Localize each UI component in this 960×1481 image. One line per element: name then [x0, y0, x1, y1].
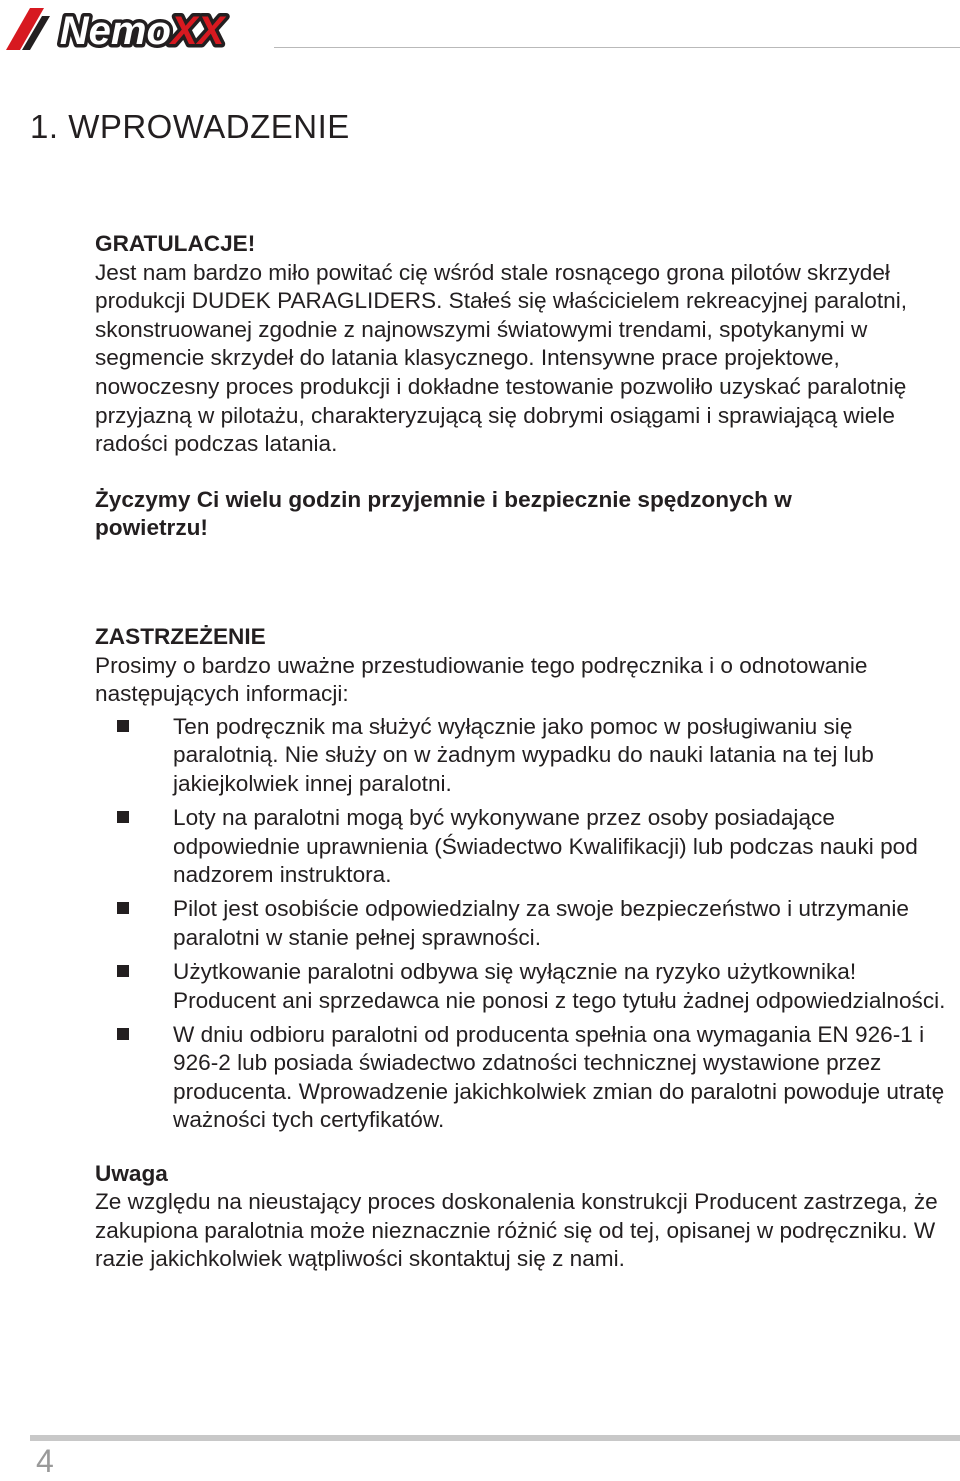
list-item-text: W dniu odbioru paralotni od producenta spełnia ona wymagania EN 926-1 i 926-2 lub posiada świadectwo zdatności technicznej wystawione przez producenta. Wprowadzenie jakichkolwiek zmian do paralotni powoduje utratę ważności tych certyfikatów.: [173, 1021, 945, 1133]
list-item-text: Użytkowanie paralotni odbywa się wyłącznie na ryzyko użytkownika! Producent ani sprzedawca nie ponosi z tego tytułu żadnej odpowiedzialności.: [173, 958, 946, 1013]
main-content: [95, 230, 960, 1274]
greeting-section: [95, 230, 960, 543]
list-item-text: Loty na paralotni mogą być wykonywane przez osoby posiadające odpowiednie uprawnienia (Świadectwo Kwalifikacji) lub podczas nauki pod nadzorem instruktora.: [173, 805, 918, 888]
svg-text:NemoXX: NemoXX: [59, 9, 225, 53]
list-item: [95, 713, 960, 799]
footer-bar: [30, 1435, 960, 1441]
greeting-heading: GRATULACJE!: [95, 231, 256, 256]
list-item: [95, 1021, 960, 1135]
note-heading: Uwaga: [95, 1160, 168, 1186]
note-body: Ze względu na nieustający proces doskonalenia konstrukcji Producent zastrzega, że zakupiona paralotnia może nieznacznie różnić się od tej, opisanej w podręczniku. W razie jakichkolwiek wątpliwości skontaktuj się z nami.: [95, 1189, 938, 1272]
disclaimer-section: [95, 623, 960, 1135]
greeting-wish: Życzymy Ci wielu godzin przyjemnie i bezpiecznie spędzonych w powietrzu!: [95, 486, 792, 541]
nemoxx-logo: [0, 2, 275, 54]
disclaimer-intro: Prosimy o bardzo uważne przestudiowanie tego podręcznika i o odnotowanie następujących informacji:: [95, 652, 868, 707]
square-bullet-icon: [117, 811, 129, 823]
page-number: 4: [36, 1443, 54, 1479]
list-item-text: Pilot jest osobiście odpowiedzialny za swoje bezpieczeństwo i utrzymanie paralotni w stanie pełnej sprawności.: [173, 896, 909, 950]
greeting-body: Jest nam bardzo miło powitać cię wśród stale rosnącego grona pilotów skrzydeł produkcji DUDEK PARAGLIDERS. Stałeś się właścicielem rekreacyjnej paralotni, skonstruowanej zgodnie z najnowszymi światowymi trendami, spotykanymi w segmencie skrzydeł do latania klasycznego. Intensywne prace projektowe, nowoczesny proces produkcji i dokładne testowanie pozwoliło uzyskać paralotnię przyjazną w pilotażu, charakteryzującą się dobrymi osiągami i sprawiającą wiele radości podczas latania.: [95, 259, 907, 457]
list-item-text: Ten podręcznik ma służyć wyłącznie jako pomoc w posługiwaniu się paralotnią. Nie służy on w żadnym wypadku do nauki latania na tej lub jakiejkolwiek innej paralotni.: [173, 713, 874, 796]
square-bullet-icon: [117, 965, 129, 977]
disclaimer-list: [95, 713, 960, 1135]
list-item: [95, 895, 960, 952]
header-rule: [274, 47, 960, 48]
section-title: 1. WPROWADZENIE: [30, 108, 350, 145]
note-section: [95, 1160, 960, 1274]
disclaimer-heading: ZASTRZEŻENIE: [95, 623, 266, 649]
list-item: [95, 804, 960, 890]
square-bullet-icon: [117, 720, 129, 732]
logo-text: NemoXX: [0, 2, 5, 3]
list-item: [95, 958, 960, 1015]
square-bullet-icon: [117, 902, 129, 914]
square-bullet-icon: [117, 1028, 129, 1040]
